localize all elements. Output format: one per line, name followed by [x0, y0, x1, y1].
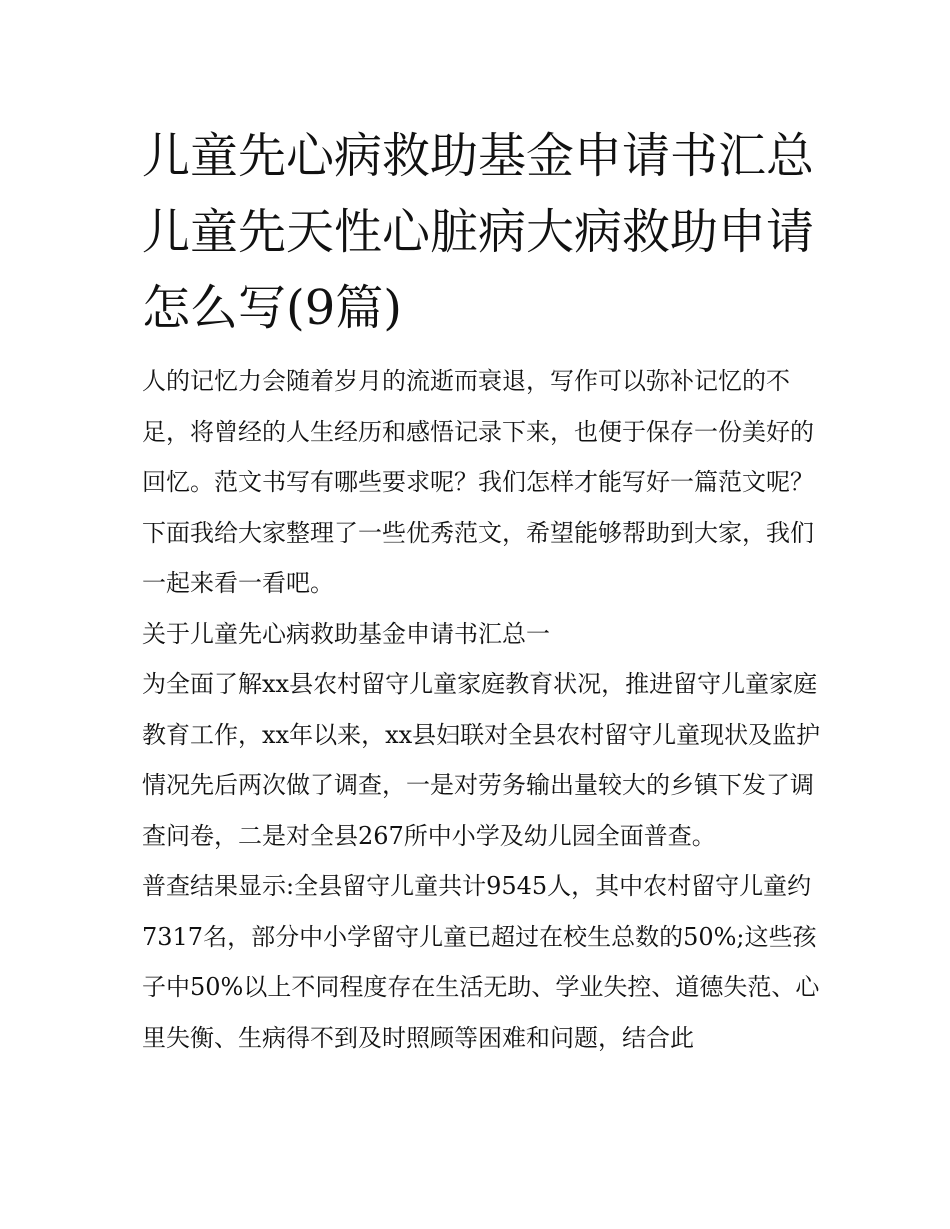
results-paragraph: 普查结果显示:全县留守儿童共计9545人，其中农村留守儿童约7317名，部分中小学留守儿童已超过在校生总数的50%;这些孩子中50%以上不同程度存在生活无助、学业失控、道德失范、心里失衡、生病得不到及时照顾等困难和问题，结合此 [142, 872, 820, 1052]
document-title: 儿童先心病救助基金申请书汇总 儿童先天性心脏病大病救助申请怎么写(9篇) [142, 128, 815, 336]
document-body [142, 356, 822, 1063]
survey-paragraph: 为全面了解xx县农村留守儿童家庭教育状况，推进留守儿童家庭教育工作，xx年以来，xx县妇联对全县农村留守儿童现状及监护情况先后两次做了调查，一是对劳务输出量较大的乡镇下发了调查问卷，二是对全县267所中小学及幼儿园全面普查。 [142, 670, 821, 850]
section-heading: 关于儿童先心病救助基金申请书汇总一 [142, 619, 550, 648]
intro-paragraph: 人的记忆力会随着岁月的流逝而衰退，写作可以弥补记忆的不足，将曾经的人生经历和感悟记录下来，也便于保存一份美好的回忆。范文书写有哪些要求呢？我们怎样才能写好一篇范文呢？下面我给大家整理了一些优秀范文，希望能够帮助到大家，我们一起来看一看吧。 [142, 367, 814, 597]
